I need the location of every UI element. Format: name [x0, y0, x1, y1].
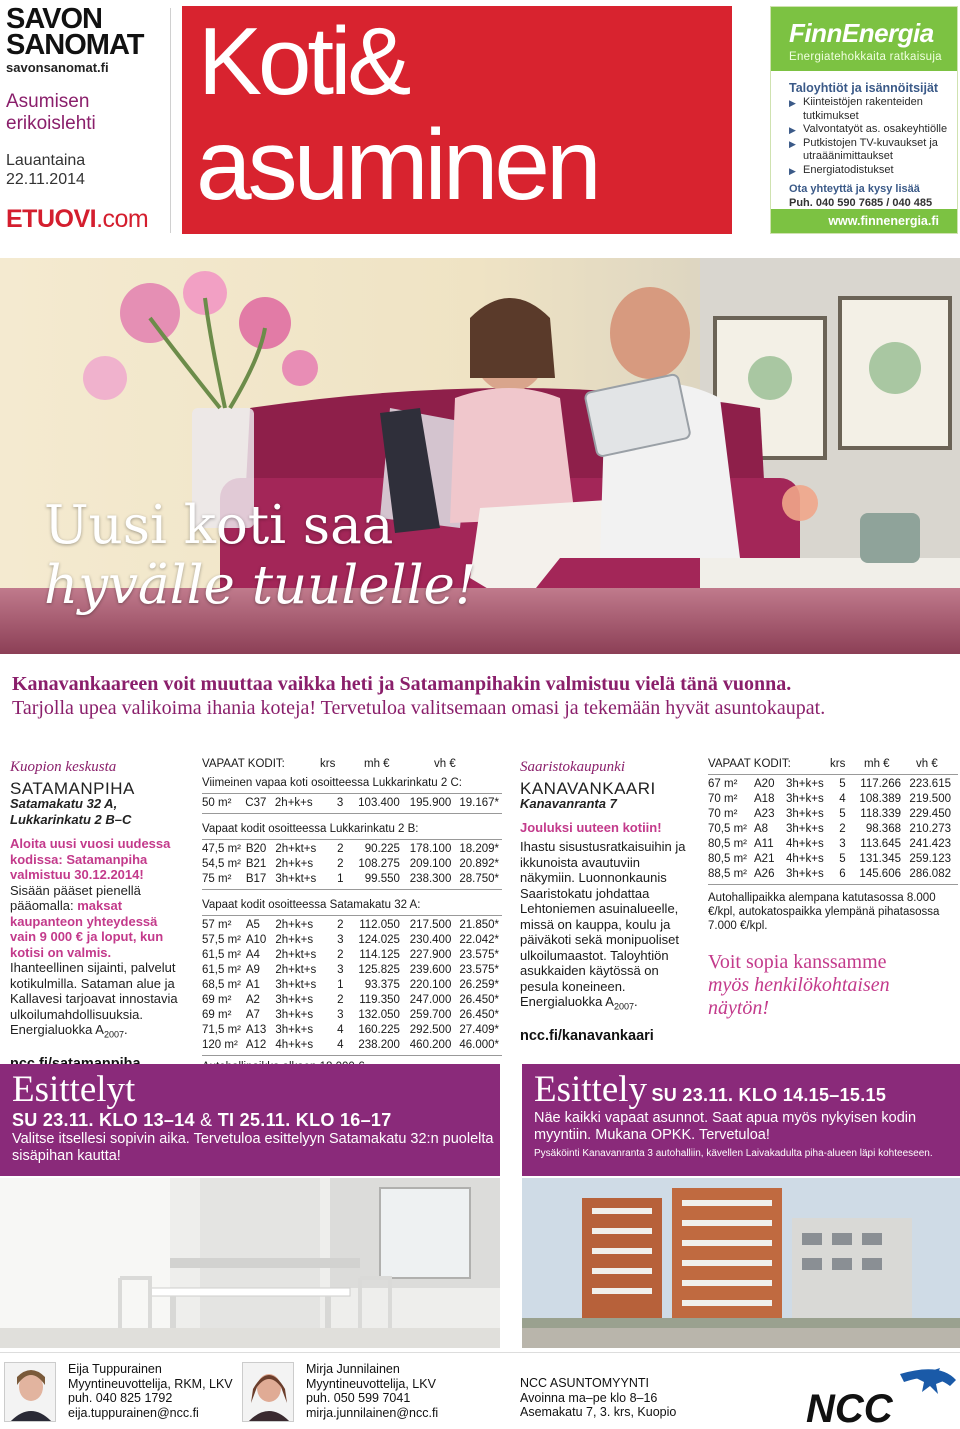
- table-row: [202, 993, 502, 1008]
- table-cell: 217.500: [409, 919, 452, 931]
- contact-info: [68, 1362, 233, 1422]
- table-cell: 2h+kt+s: [275, 964, 317, 976]
- contact-name: Mirja Junnilainen: [306, 1362, 400, 1376]
- showing-time-1: SU 23.11. KLO 13–14: [12, 1110, 195, 1130]
- table-cell: 229.450: [909, 808, 951, 820]
- satamanpiha-address: Satamakatu 32 A, Lukkarinkatu 2 B–C: [10, 796, 132, 827]
- contact-card: [4, 1362, 233, 1422]
- table-cell: 119.350: [359, 994, 400, 1006]
- table-cell: A12: [245, 1039, 267, 1051]
- table-cell: 241.423: [909, 838, 951, 850]
- table-row: [202, 872, 502, 887]
- kanavankaari-column: [520, 760, 690, 1044]
- ad-tagline: Energiatehokkaita ratkaisuja: [789, 51, 942, 63]
- table-cell: 108.275: [358, 858, 400, 870]
- header-debt-free-price: mh €: [864, 758, 890, 770]
- table-rule: [202, 793, 502, 794]
- supplement-subtitle: [6, 91, 166, 135]
- table-cell: 3h+k+s: [786, 823, 824, 835]
- building-photo: [522, 1178, 960, 1348]
- table-cell: 178.100: [409, 843, 452, 855]
- units-table: [202, 842, 502, 887]
- table-row: [708, 867, 954, 882]
- ampersand: &: [200, 1110, 213, 1130]
- units-section-title: Vapaat kodit osoitteessa Satamakatu 32 A:: [202, 899, 421, 911]
- avatar: [242, 1362, 294, 1422]
- table-cell: 47,5 m²: [202, 843, 241, 855]
- header-floor: krs: [830, 758, 846, 770]
- table-cell: 3: [337, 934, 344, 946]
- table-cell: 6: [839, 868, 846, 880]
- ad-service-text: Kiinteistöjen rakenteiden tutkimukset: [803, 96, 923, 122]
- table-row: [202, 1023, 502, 1038]
- table-cell: 3h+k+s: [275, 1009, 314, 1021]
- showing-time: SU 23.11. KLO 14.15–15.15: [651, 1085, 887, 1105]
- table-rule: [708, 774, 958, 775]
- table-row: [202, 948, 502, 963]
- table-cell: 88,5 m²: [708, 868, 747, 880]
- table-row: [202, 857, 502, 872]
- table-cell: 90.225: [364, 843, 400, 855]
- table-cell: 61,5 m²: [202, 949, 241, 961]
- table-cell: 75 m²: [202, 873, 232, 885]
- table-cell: C37: [245, 797, 267, 809]
- ad-title: Taloyhtiöt ja isännöitsijät: [789, 81, 939, 95]
- table-row: [202, 918, 502, 933]
- units-table-body: [708, 777, 958, 885]
- table-cell: 2: [337, 843, 344, 855]
- table-cell: 5: [839, 808, 846, 820]
- table-cell: 46.000*: [459, 1039, 499, 1051]
- satamanpiha-units: [202, 757, 502, 1102]
- etuovi-logo[interactable]: [6, 205, 166, 234]
- table-row: [708, 807, 954, 822]
- logo-line-2: SANOMAT: [6, 29, 144, 61]
- table-cell: 23.575*: [459, 949, 499, 961]
- table-cell: 219.500: [909, 793, 951, 805]
- table-cell: 117.266: [860, 778, 901, 790]
- table-cell: 286.082: [909, 868, 951, 880]
- table-cell: 2: [337, 994, 344, 1006]
- promo-line-2: myös henkilökohtaisen: [708, 974, 890, 996]
- avatar-illustration: [243, 1363, 294, 1422]
- table-cell: 4h+k+s: [275, 1039, 314, 1051]
- table-row: [708, 822, 954, 837]
- ad-service-item: [789, 137, 957, 164]
- table-row: [202, 842, 502, 857]
- table-cell: 131.345: [859, 853, 901, 865]
- kanavankaari-parking-note: Autohallipaikka alempana katutasossa 8.000 €/kpl, autokatospaikka ylempänä pihatasossa 7.000 €/kpl.: [708, 892, 940, 932]
- table-cell: 61,5 m²: [202, 964, 241, 976]
- table-cell: A13: [245, 1024, 267, 1036]
- table-cell: 259.123: [909, 853, 951, 865]
- table-cell: 3h+kt+s: [275, 979, 317, 991]
- table-row: [708, 837, 954, 852]
- ad-service-item: [789, 164, 957, 178]
- satamanpiha-kicker: Kuopion keskusta: [10, 759, 117, 775]
- kanavankaari-lead: Jouluksi uuteen kotiin!: [520, 820, 662, 835]
- ad-service-text: Valvontatyöt as. osakeyhtiölle: [803, 123, 948, 135]
- table-cell: 3: [839, 838, 846, 850]
- table-cell: A23: [754, 808, 775, 820]
- header-available: VAPAAT KODIT:: [708, 758, 791, 770]
- table-cell: 145.606: [859, 868, 901, 880]
- table-cell: A5: [245, 919, 260, 931]
- satamanpiha-text-2: Ihanteellinen sijainti, palvelut kotikulmilla. Sataman alue ja Kallavesi tarjoavat innostavia ulkoilumahdollisuuksia. Energialuokka A: [10, 960, 178, 1037]
- table-cell: 230.400: [409, 934, 452, 946]
- ad-website-link[interactable]: www.finnenergia.fi: [771, 209, 957, 233]
- table-cell: 195.900: [409, 797, 452, 809]
- table-cell: A20: [754, 778, 775, 790]
- energy-class-subscript: 2007: [103, 1029, 124, 1040]
- table-cell: 70,5 m²: [708, 823, 747, 835]
- table-cell: 4: [839, 793, 846, 805]
- table-cell: 19.167*: [459, 797, 499, 809]
- table-cell: B20: [245, 843, 267, 855]
- table-cell: A10: [245, 934, 267, 946]
- kanavankaari-address: Kanavanranta 7: [520, 796, 617, 811]
- banner-text: Näe kaikki vapaat asunnot. Saat apua myös nykyisen kodin myyntiin. Mukana OPKK. Tervetuloa!: [534, 1110, 917, 1143]
- kanavankaari-body-end: .: [633, 994, 638, 1009]
- table-cell: 5: [839, 778, 846, 790]
- contact-role: Myyntineuvottelija, LKV: [306, 1376, 436, 1391]
- section-title-box: [182, 6, 732, 234]
- header-floor: krs: [320, 758, 336, 770]
- showings-banner: [0, 1064, 500, 1176]
- units-section-title: Vapaat kodit osoitteessa Lukkarinkatu 2 B:: [202, 823, 419, 835]
- table-cell: 26.450*: [459, 994, 499, 1006]
- table-cell: B17: [245, 873, 267, 885]
- table-cell: 460.200: [409, 1039, 452, 1051]
- table-row: [202, 933, 502, 948]
- header-available: VAPAAT KODIT:: [202, 758, 285, 770]
- banner-times: [12, 1110, 500, 1131]
- ad-brand: FinnEnergia: [789, 18, 934, 48]
- showing-banner: [522, 1064, 960, 1176]
- interior-photo: [0, 1178, 500, 1348]
- table-cell: 54,5 m²: [202, 858, 241, 870]
- ncc-logo[interactable]: [800, 1366, 958, 1428]
- ad-body: [771, 71, 957, 224]
- table-cell: 103.400: [358, 797, 400, 809]
- ad-service-item: [789, 123, 957, 137]
- table-cell: 124.025: [358, 934, 400, 946]
- table-cell: A4: [245, 949, 260, 961]
- table-cell: 3h+k+s: [275, 1024, 314, 1036]
- units-table-header: [202, 757, 502, 772]
- intro-text: [12, 672, 952, 720]
- section-title-line-1: Koti&: [198, 8, 408, 115]
- ncc-logo-text: NCC: [806, 1387, 893, 1428]
- table-cell: 70 m²: [708, 793, 738, 805]
- header-sale-price: vh €: [434, 758, 456, 770]
- table-cell: 26.259*: [459, 979, 499, 991]
- table-cell: A18: [754, 793, 775, 805]
- office-name: NCC ASUNTOMYYNTI: [520, 1376, 649, 1390]
- table-rule: [708, 884, 958, 885]
- table-rule: [202, 813, 502, 814]
- avatar-illustration: [5, 1363, 56, 1422]
- building-illustration: [522, 1178, 960, 1348]
- units-table: [202, 796, 502, 811]
- table-cell: 3h+k+s: [786, 793, 824, 805]
- contact-card: [242, 1362, 438, 1422]
- logo-line-1: SAVON: [6, 3, 102, 35]
- ad-phone[interactable]: Puh. 040 590 7685 / 040 485: [789, 197, 933, 209]
- ad-service-text: Energiatodistukset: [803, 163, 894, 176]
- units-table: [708, 777, 954, 882]
- table-cell: 99.550: [364, 873, 400, 885]
- table-cell: 132.050: [358, 1009, 400, 1021]
- issue-weekday: Lauantaina: [6, 152, 86, 169]
- kanavankaari-title: KANAVANKAARI: [520, 779, 656, 798]
- table-cell: 28.750*: [459, 873, 499, 885]
- issue-date: [6, 151, 166, 189]
- table-cell: 21.850*: [459, 919, 499, 931]
- table-cell: 27.409*: [459, 1024, 499, 1036]
- banner-title: Esittelyt: [12, 1069, 136, 1110]
- etuovi-bold: ETUOVI: [6, 205, 97, 233]
- table-cell: 238.300: [409, 873, 452, 885]
- kanavankaari-units: [708, 757, 958, 1020]
- masthead-divider: [170, 8, 171, 233]
- office-hours: Avoinna ma–pe klo 8–16: [520, 1390, 658, 1405]
- kanavankaari-paragraph: [520, 839, 690, 1015]
- table-cell: 5: [839, 853, 846, 865]
- contact-info: [306, 1362, 438, 1422]
- subtitle-line-2: erikoislehti: [6, 113, 96, 134]
- units-table-header: [708, 757, 958, 772]
- header-sale-price: vh €: [916, 758, 938, 770]
- promo-line-3: näytön!: [708, 997, 770, 1019]
- arrow-right-icon: ▶: [789, 125, 796, 135]
- table-row: [202, 978, 502, 993]
- table-cell: 259.700: [409, 1009, 452, 1021]
- kanavankaari-link[interactable]: ncc.fi/kanavankaari: [520, 1028, 654, 1045]
- table-cell: A1: [245, 979, 260, 991]
- banner-title: Esittely: [534, 1069, 648, 1110]
- table-cell: 238.200: [358, 1039, 400, 1051]
- intro-line-1: Kanavankaareen voit muuttaa vaikka heti ja Satamanpihakin valmistuu vielä tänä vuonna.: [12, 673, 792, 695]
- arrow-right-icon: ▶: [789, 165, 796, 176]
- table-row: [202, 796, 502, 811]
- table-cell: B21: [245, 858, 267, 870]
- table-cell: 210.273: [909, 823, 951, 835]
- table-cell: 2h+k+s: [275, 919, 314, 931]
- table-cell: 70 m²: [708, 808, 738, 820]
- banner-parking-text: Pysäköinti Kanavanranta 3 autohalliin, kävellen Laivakadulta piha-alueen läpi kohteeseen.: [534, 1148, 933, 1159]
- table-cell: 2: [337, 858, 344, 870]
- arrow-right-icon: ▶: [789, 138, 796, 149]
- ad-service-item: [789, 96, 957, 123]
- table-cell: 220.100: [409, 979, 452, 991]
- table-cell: 18.209*: [459, 843, 499, 855]
- table-cell: 292.500: [409, 1024, 452, 1036]
- table-cell: 2h+k+s: [275, 858, 314, 870]
- table-row: [708, 792, 954, 807]
- table-cell: 3h+k+s: [786, 868, 824, 880]
- table-cell: 3: [337, 964, 344, 976]
- table-rule: [202, 1055, 502, 1056]
- contact-role: Myyntineuvottelija, RKM, LKV: [68, 1376, 233, 1391]
- promo-line-1: Voit sopia kanssamme: [708, 951, 887, 973]
- hero-headline-line-1: Uusi koti saa: [44, 495, 394, 556]
- table-rule: [202, 889, 502, 890]
- avatar: [4, 1362, 56, 1422]
- contact-phone[interactable]: puh. 040 825 1792: [68, 1391, 173, 1405]
- table-cell: 67 m²: [708, 778, 738, 790]
- table-cell: 2h+k+s: [274, 797, 313, 809]
- table-cell: 3h+k+s: [786, 808, 824, 820]
- site-url[interactable]: savonsanomat.fi: [6, 60, 109, 75]
- table-cell: 2: [337, 919, 344, 931]
- table-rule: [202, 839, 502, 840]
- satamanpiha-text-end: .: [123, 1022, 128, 1037]
- satamanpiha-paragraph: [10, 883, 186, 1044]
- contact-name: Eija Tuppurainen: [68, 1362, 162, 1376]
- table-cell: 2: [839, 823, 846, 835]
- table-cell: 239.600: [409, 964, 452, 976]
- satamanpiha-title: SATAMANPIHA: [10, 779, 135, 798]
- table-cell: 227.900: [409, 949, 452, 961]
- showing-time-2: TI 25.11. KLO 16–17: [217, 1110, 392, 1130]
- hero-photo: [0, 258, 960, 654]
- ad-service-text: Putkistojen TV-kuvaukset ja utraäänimittaukset: [803, 136, 938, 162]
- footer-divider: [0, 1352, 960, 1353]
- table-cell: 26.450*: [459, 1009, 499, 1021]
- table-cell: 1: [337, 979, 344, 991]
- table-cell: 114.125: [359, 949, 400, 961]
- table-cell: 125.825: [358, 964, 400, 976]
- intro-line-2: Tarjolla upea valikoima ihania koteja! Tervetuloa valitsemaan omasi ja tekemään hyvät asuntokaupat.: [12, 697, 826, 719]
- table-cell: 22.042*: [459, 934, 499, 946]
- masthead-brand: [6, 3, 166, 234]
- interior-illustration: [0, 1178, 500, 1348]
- table-cell: A2: [245, 994, 260, 1006]
- issue-date-value: 22.11.2014: [6, 171, 85, 188]
- contact-email[interactable]: mirja.junnilainen@ncc.fi: [306, 1405, 439, 1420]
- header-debt-free-price: mh €: [364, 758, 390, 770]
- subtitle-line-1: Asumisen: [6, 91, 90, 112]
- table-cell: 80,5 m²: [708, 853, 747, 865]
- table-cell: 69 m²: [202, 994, 232, 1006]
- kanavankaari-kicker: Saaristokaupunki: [520, 759, 625, 775]
- viewing-promo: [708, 951, 958, 1020]
- table-cell: 57 m²: [202, 919, 232, 931]
- table-row: [202, 1008, 502, 1023]
- table-cell: 71,5 m²: [202, 1024, 241, 1036]
- table-cell: 3: [336, 797, 344, 809]
- table-cell: 3h+k+s: [786, 778, 824, 790]
- table-cell: 2h+kt+s: [275, 843, 317, 855]
- table-row: [202, 963, 502, 978]
- satamanpiha-lead: Aloita uusi vuosi uudessa kodissa: Satamanpiha valmistuu 30.12.2014!: [10, 836, 171, 882]
- contact-email[interactable]: eija.tuppurainen@ncc.fi: [68, 1405, 199, 1420]
- table-cell: 2h+kt+s: [275, 949, 317, 961]
- units-table: [202, 918, 502, 1053]
- table-row: [202, 1038, 502, 1053]
- table-cell: 209.100: [409, 858, 452, 870]
- table-cell: 98.368: [865, 823, 901, 835]
- banner-heading: [534, 1070, 960, 1110]
- satamanpiha-column: [10, 760, 186, 1072]
- table-cell: 4: [337, 1039, 344, 1051]
- table-cell: 118.339: [860, 808, 901, 820]
- etuovi-rest: .com: [96, 205, 149, 233]
- table-cell: 2: [337, 949, 344, 961]
- table-cell: 80,5 m²: [708, 838, 747, 850]
- table-cell: A21: [754, 853, 775, 865]
- contact-phone[interactable]: puh. 050 599 7041: [306, 1391, 411, 1405]
- table-cell: A8: [754, 823, 769, 835]
- ncc-sales-office: [520, 1376, 676, 1420]
- units-table-body: [202, 776, 502, 1056]
- banner-text: Valitse itsellesi sopivin aika. Tervetuloa esittelyyn Satamakatu 32:n puolelta sisäpihan kautta!: [12, 1131, 494, 1164]
- table-cell: 1: [337, 873, 344, 885]
- table-cell: 247.000: [409, 994, 452, 1006]
- table-cell: 4: [337, 1024, 344, 1036]
- table-cell: 23.575*: [459, 964, 499, 976]
- table-cell: 4h+k+s: [786, 838, 824, 850]
- table-row: [708, 852, 954, 867]
- savon-sanomat-logo: [6, 3, 166, 61]
- units-section-title: Viimeinen vapaa koti osoitteessa Lukkarinkatu 2 C:: [202, 777, 462, 789]
- satamanpiha-highlight: maksat kaupanteon yhteydessä vain 9 000 € ja loput, kun kotisi on valmis.: [10, 898, 164, 960]
- hero-headline-line-2: hyvälle tuulelle!: [44, 555, 477, 616]
- table-cell: A11: [754, 838, 774, 850]
- table-cell: 68,5 m²: [202, 979, 241, 991]
- table-cell: 3h+kt+s: [275, 873, 317, 885]
- table-cell: 3: [337, 1009, 344, 1021]
- energy-class-subscript: 2007: [613, 1001, 634, 1012]
- table-cell: 57,5 m²: [202, 934, 241, 946]
- table-cell: A9: [245, 964, 260, 976]
- ad-contact: Ota yhteyttä ja kysy lisää: [789, 183, 920, 195]
- table-rule: [202, 915, 502, 916]
- kanavankaari-body: Ihastu sisustusratkaisuihin ja ikkunoista avautuviin näkymiin. Luonnonkaunis Saaristokatu johdattaa Lehtoniemen asuinalueelle, missä on kauppa, koulu ja päiväkoti sekä monipuoliset ulkoilumaastot. Taloyhtiön asukkaiden käytössä on pesula koneineen. Energialuokka A: [520, 839, 686, 1009]
- ad-header: [771, 7, 957, 71]
- table-cell: 3h+k+s: [275, 994, 314, 1006]
- table-cell: 50 m²: [202, 797, 232, 809]
- table-cell: 69 m²: [202, 1009, 232, 1021]
- table-row: [708, 777, 954, 792]
- satamanpiha-text-1: Sisään pääset pienellä pääomalla:: [10, 882, 141, 913]
- table-cell: A26: [754, 868, 775, 880]
- table-cell: 93.375: [364, 979, 400, 991]
- table-cell: 223.615: [909, 778, 951, 790]
- table-cell: A7: [245, 1009, 260, 1021]
- table-cell: 120 m²: [202, 1039, 238, 1051]
- table-cell: 2h+k+s: [275, 934, 314, 946]
- office-address: Asemakatu 7, 3. krs, Kuopio: [520, 1405, 677, 1419]
- section-title-line-2: asuminen: [196, 109, 598, 221]
- arrow-right-icon: ▶: [789, 98, 796, 108]
- table-cell: 4h+k+s: [786, 853, 824, 865]
- table-cell: 20.892*: [459, 858, 499, 870]
- table-cell: 160.225: [358, 1024, 400, 1036]
- finnenergia-ad[interactable]: [770, 6, 958, 234]
- ad-service-list: [789, 96, 957, 177]
- table-cell: 108.389: [859, 793, 901, 805]
- table-cell: 113.645: [860, 838, 901, 850]
- table-cell: 112.050: [359, 919, 400, 931]
- ncc-logo-mark: [800, 1366, 958, 1428]
